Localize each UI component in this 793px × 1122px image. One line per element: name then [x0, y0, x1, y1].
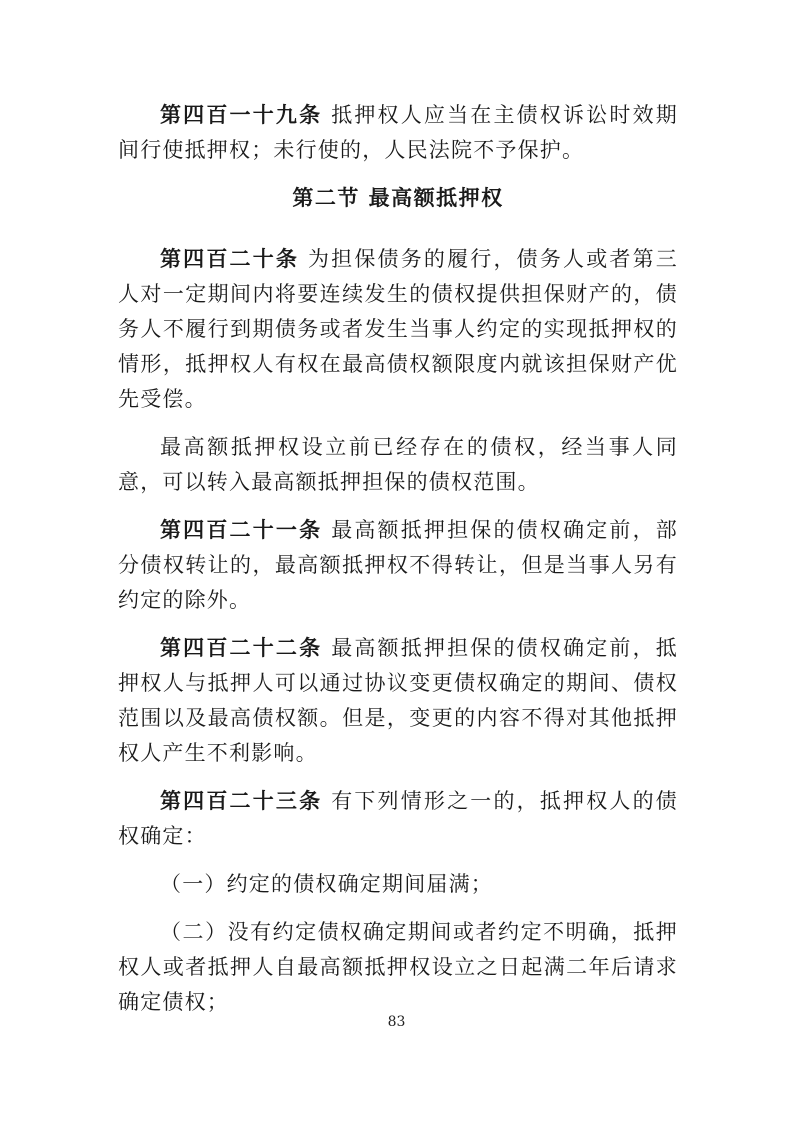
page-number: 83	[387, 1014, 406, 1030]
article-423	[118, 784, 678, 854]
article-title: 第四百二十一条	[160, 518, 323, 542]
article-title: 第四百二十三条	[160, 789, 323, 813]
article-text: 有下列情形之一的，抵押权人的债权确定：	[118, 789, 678, 848]
section-heading: 第二节 最高额抵押权	[292, 186, 504, 210]
article-text: 最高额抵押担保的债权确定前，抵押权人与抵押人可以通过协议变更债权确定的期间、债权范围以及最高债权额。但是，变更的内容不得对其他抵押权人产生不利影响。	[118, 636, 678, 765]
page-body	[118, 98, 678, 1033]
article-420	[118, 242, 678, 417]
list-item-1: （一）约定的债权确定期间届满；	[160, 872, 493, 896]
article-title: 第四百二十二条	[160, 636, 323, 660]
article-text: 最高额抵押担保的债权确定前，部分债权转让的，最高额抵押权不得转让，但是当事人另有约定的除外。	[118, 518, 678, 612]
article-421	[118, 513, 678, 618]
list-item-2: （二）没有约定债权确定期间或者约定不明确，抵押权人或者抵押人自最高额抵押权设立之日起满二年后请求确定债权；	[118, 920, 678, 1014]
article-title: 第四百二十条	[160, 247, 300, 271]
article-title: 第四百一十九条	[160, 103, 323, 127]
article-419	[118, 98, 678, 168]
article-text: 抵押权人应当在主债权诉讼时效期间行使抵押权；未行使的，人民法院不予保护。	[118, 103, 678, 162]
article-text: 为担保债务的履行，债务人或者第三人对一定期间内将要连续发生的债权提供担保财产的，债务人不履行到期债务或者发生当事人约定的实现抵押权的情形，抵押权人有权在最高债权额限度内就该担保财产优先受偿。	[118, 247, 678, 411]
paragraph: 最高额抵押权设立前已经存在的债权，经当事人同意，可以转入最高额抵押担保的债权范围。	[118, 435, 678, 494]
article-422	[118, 631, 678, 771]
